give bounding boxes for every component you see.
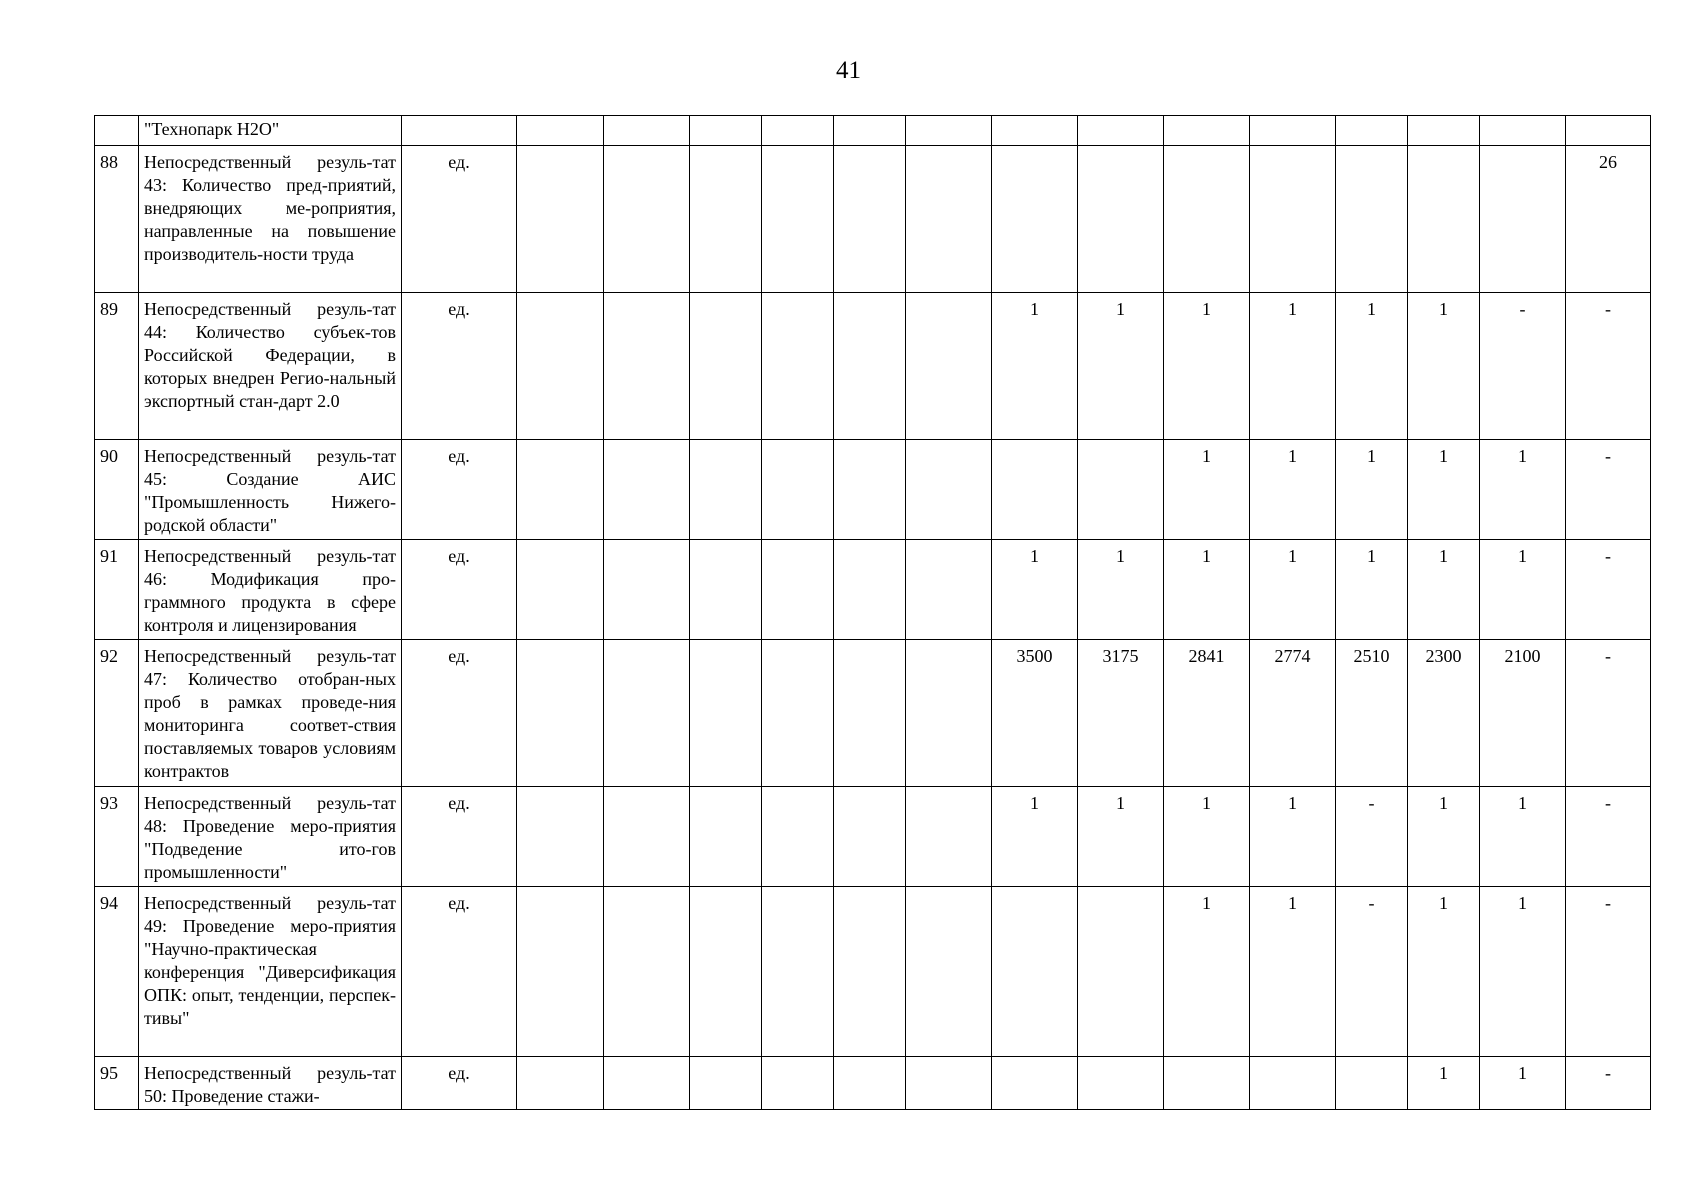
value-cell: 1 xyxy=(1408,887,1480,1057)
value-cell: 2100 xyxy=(1480,640,1566,787)
value-cell xyxy=(1336,146,1408,293)
value-cell xyxy=(1336,116,1408,146)
unit-of-measure: ед. xyxy=(402,540,517,640)
value-cell xyxy=(834,887,906,1057)
value-cell: - xyxy=(1566,787,1651,887)
value-cell xyxy=(690,540,762,640)
value-cell xyxy=(906,640,992,787)
table-row xyxy=(95,116,1651,146)
value-cell xyxy=(690,146,762,293)
value-cell: 2841 xyxy=(1164,640,1250,787)
value-cell xyxy=(834,146,906,293)
value-cell: 1 xyxy=(1164,540,1250,640)
row-number: 94 xyxy=(95,887,139,1057)
indicator-name: Непосредственный резуль-тат 46: Модификация про-граммного продукта в сфере контроля и лицензирования xyxy=(139,540,402,640)
value-cell xyxy=(834,787,906,887)
value-cell xyxy=(604,787,690,887)
value-cell: 1 xyxy=(1250,787,1336,887)
value-cell: - xyxy=(1336,887,1408,1057)
value-cell: 1 xyxy=(1408,787,1480,887)
value-cell xyxy=(762,116,834,146)
value-cell xyxy=(1078,146,1164,293)
row-number: 92 xyxy=(95,640,139,787)
value-cell xyxy=(1078,440,1164,540)
unit-of-measure: ед. xyxy=(402,293,517,440)
value-cell xyxy=(762,787,834,887)
value-cell xyxy=(1408,146,1480,293)
value-cell xyxy=(1566,116,1651,146)
value-cell: 1 xyxy=(1164,887,1250,1057)
value-cell xyxy=(906,887,992,1057)
table-row xyxy=(95,1057,1651,1110)
value-cell xyxy=(604,640,690,787)
value-cell: 1 xyxy=(1250,293,1336,440)
value-cell xyxy=(604,1057,690,1110)
value-cell xyxy=(992,116,1078,146)
value-cell xyxy=(762,146,834,293)
value-cell xyxy=(517,1057,604,1110)
value-cell xyxy=(906,1057,992,1110)
value-cell: - xyxy=(1566,1057,1651,1110)
value-cell: 1 xyxy=(1408,540,1480,640)
value-cell xyxy=(992,887,1078,1057)
value-cell: 1 xyxy=(1250,887,1336,1057)
value-cell: - xyxy=(1566,540,1651,640)
value-cell xyxy=(517,887,604,1057)
table-row xyxy=(95,293,1651,440)
value-cell xyxy=(1078,887,1164,1057)
value-cell xyxy=(762,887,834,1057)
table-row xyxy=(95,787,1651,887)
unit-of-measure: ед. xyxy=(402,887,517,1057)
value-cell: 1 xyxy=(1480,440,1566,540)
row-number: 88 xyxy=(95,146,139,293)
value-cell xyxy=(992,1057,1078,1110)
value-cell: 1 xyxy=(1480,1057,1566,1110)
value-cell: 1 xyxy=(1408,440,1480,540)
value-cell: 3175 xyxy=(1078,640,1164,787)
table-row xyxy=(95,887,1651,1057)
table-row xyxy=(95,540,1651,640)
value-cell: 1 xyxy=(1250,540,1336,640)
value-cell: 1 xyxy=(1480,540,1566,640)
value-cell xyxy=(604,540,690,640)
indicator-name: "Технопарк Н2О" xyxy=(139,116,402,146)
value-cell: 1 xyxy=(1336,440,1408,540)
value-cell xyxy=(517,787,604,887)
value-cell xyxy=(762,640,834,787)
value-cell xyxy=(906,293,992,440)
value-cell: 1 xyxy=(992,540,1078,640)
value-cell xyxy=(1480,116,1566,146)
value-cell: 1 xyxy=(1408,293,1480,440)
table-row xyxy=(95,640,1651,787)
value-cell xyxy=(690,787,762,887)
indicator-name: Непосредственный резуль-тат 48: Проведение меро-приятия "Подведение ито-гов промышленности" xyxy=(139,787,402,887)
unit-of-measure: ед. xyxy=(402,787,517,887)
value-cell xyxy=(1336,1057,1408,1110)
row-number: 89 xyxy=(95,293,139,440)
value-cell xyxy=(604,116,690,146)
value-cell xyxy=(690,293,762,440)
value-cell xyxy=(604,440,690,540)
indicator-name: Непосредственный резуль-тат 45: Создание АИС "Промышленность Нижего-родской области" xyxy=(139,440,402,540)
value-cell xyxy=(1164,146,1250,293)
value-cell: 1 xyxy=(1408,1057,1480,1110)
value-cell xyxy=(762,540,834,640)
unit-of-measure: ед. xyxy=(402,1057,517,1110)
value-cell xyxy=(1250,1057,1336,1110)
value-cell: 2774 xyxy=(1250,640,1336,787)
value-cell: 1 xyxy=(1336,293,1408,440)
value-cell xyxy=(1164,1057,1250,1110)
value-cell: 1 xyxy=(1164,787,1250,887)
value-cell: 1 xyxy=(1164,293,1250,440)
value-cell xyxy=(517,146,604,293)
value-cell xyxy=(517,440,604,540)
value-cell: - xyxy=(1566,440,1651,540)
value-cell xyxy=(762,293,834,440)
unit-of-measure: ед. xyxy=(402,440,517,540)
value-cell: 1 xyxy=(992,787,1078,887)
value-cell xyxy=(1408,116,1480,146)
indicator-name: Непосредственный резуль-тат 50: Проведение стажи- xyxy=(139,1057,402,1110)
value-cell xyxy=(906,540,992,640)
value-cell: - xyxy=(1566,640,1651,787)
value-cell xyxy=(906,116,992,146)
value-cell xyxy=(604,887,690,1057)
value-cell: 2300 xyxy=(1408,640,1480,787)
value-cell: 1 xyxy=(1250,440,1336,540)
value-cell xyxy=(1250,116,1336,146)
page-number: 41 xyxy=(836,57,861,84)
value-cell xyxy=(1480,146,1566,293)
value-cell xyxy=(690,440,762,540)
value-cell xyxy=(992,440,1078,540)
value-cell xyxy=(834,640,906,787)
value-cell xyxy=(690,887,762,1057)
value-cell: 1 xyxy=(992,293,1078,440)
value-cell: - xyxy=(1480,293,1566,440)
value-cell: 26 xyxy=(1566,146,1651,293)
value-cell xyxy=(604,293,690,440)
row-number: 95 xyxy=(95,1057,139,1110)
row-number xyxy=(95,116,139,146)
value-cell xyxy=(1250,146,1336,293)
table-row xyxy=(95,146,1651,293)
value-cell xyxy=(834,116,906,146)
value-cell xyxy=(762,1057,834,1110)
table-body xyxy=(95,116,1651,1110)
unit-of-measure xyxy=(402,116,517,146)
value-cell: 1 xyxy=(1078,293,1164,440)
value-cell: 1 xyxy=(1164,440,1250,540)
indicator-name: Непосредственный резуль-тат 47: Количество отобран-ных проб в рамках проведе-ния мониторинга соответ-ствия поставляемых товаров условиям контрактов xyxy=(139,640,402,787)
value-cell xyxy=(834,1057,906,1110)
table-row xyxy=(95,440,1651,540)
value-cell xyxy=(906,440,992,540)
value-cell: 1 xyxy=(1078,787,1164,887)
unit-of-measure: ед. xyxy=(402,640,517,787)
value-cell xyxy=(762,440,834,540)
value-cell xyxy=(690,1057,762,1110)
value-cell: 2510 xyxy=(1336,640,1408,787)
value-cell xyxy=(1164,116,1250,146)
value-cell xyxy=(906,146,992,293)
value-cell: - xyxy=(1566,887,1651,1057)
row-number: 90 xyxy=(95,440,139,540)
indicators-table xyxy=(94,115,1651,1110)
value-cell xyxy=(690,640,762,787)
value-cell xyxy=(992,146,1078,293)
value-cell: - xyxy=(1336,787,1408,887)
value-cell xyxy=(517,293,604,440)
value-cell xyxy=(604,146,690,293)
value-cell xyxy=(1078,116,1164,146)
value-cell: 1 xyxy=(1480,887,1566,1057)
value-cell xyxy=(834,293,906,440)
value-cell: 1 xyxy=(1078,540,1164,640)
value-cell: 3500 xyxy=(992,640,1078,787)
value-cell xyxy=(1078,1057,1164,1110)
value-cell xyxy=(517,640,604,787)
value-cell xyxy=(834,540,906,640)
value-cell xyxy=(517,116,604,146)
value-cell xyxy=(906,787,992,887)
indicator-name: Непосредственный резуль-тат 43: Количество пред-приятий, внедряющих ме-роприятия, направленные на повышение производитель-ности труда xyxy=(139,146,402,293)
indicator-name: Непосредственный резуль-тат 49: Проведение меро-приятия "Научно-практическая конференция "Диверсификация ОПК: опыт, тенденции, перспек-тивы" xyxy=(139,887,402,1057)
row-number: 91 xyxy=(95,540,139,640)
value-cell xyxy=(690,116,762,146)
row-number: 93 xyxy=(95,787,139,887)
value-cell xyxy=(834,440,906,540)
value-cell: 1 xyxy=(1336,540,1408,640)
value-cell: 1 xyxy=(1480,787,1566,887)
unit-of-measure: ед. xyxy=(402,146,517,293)
indicator-name: Непосредственный резуль-тат 44: Количество субъек-тов Российской Федерации, в которых внедрен Регио-нальный экспортный стан-дарт 2.0 xyxy=(139,293,402,440)
value-cell xyxy=(517,540,604,640)
value-cell: - xyxy=(1566,293,1651,440)
